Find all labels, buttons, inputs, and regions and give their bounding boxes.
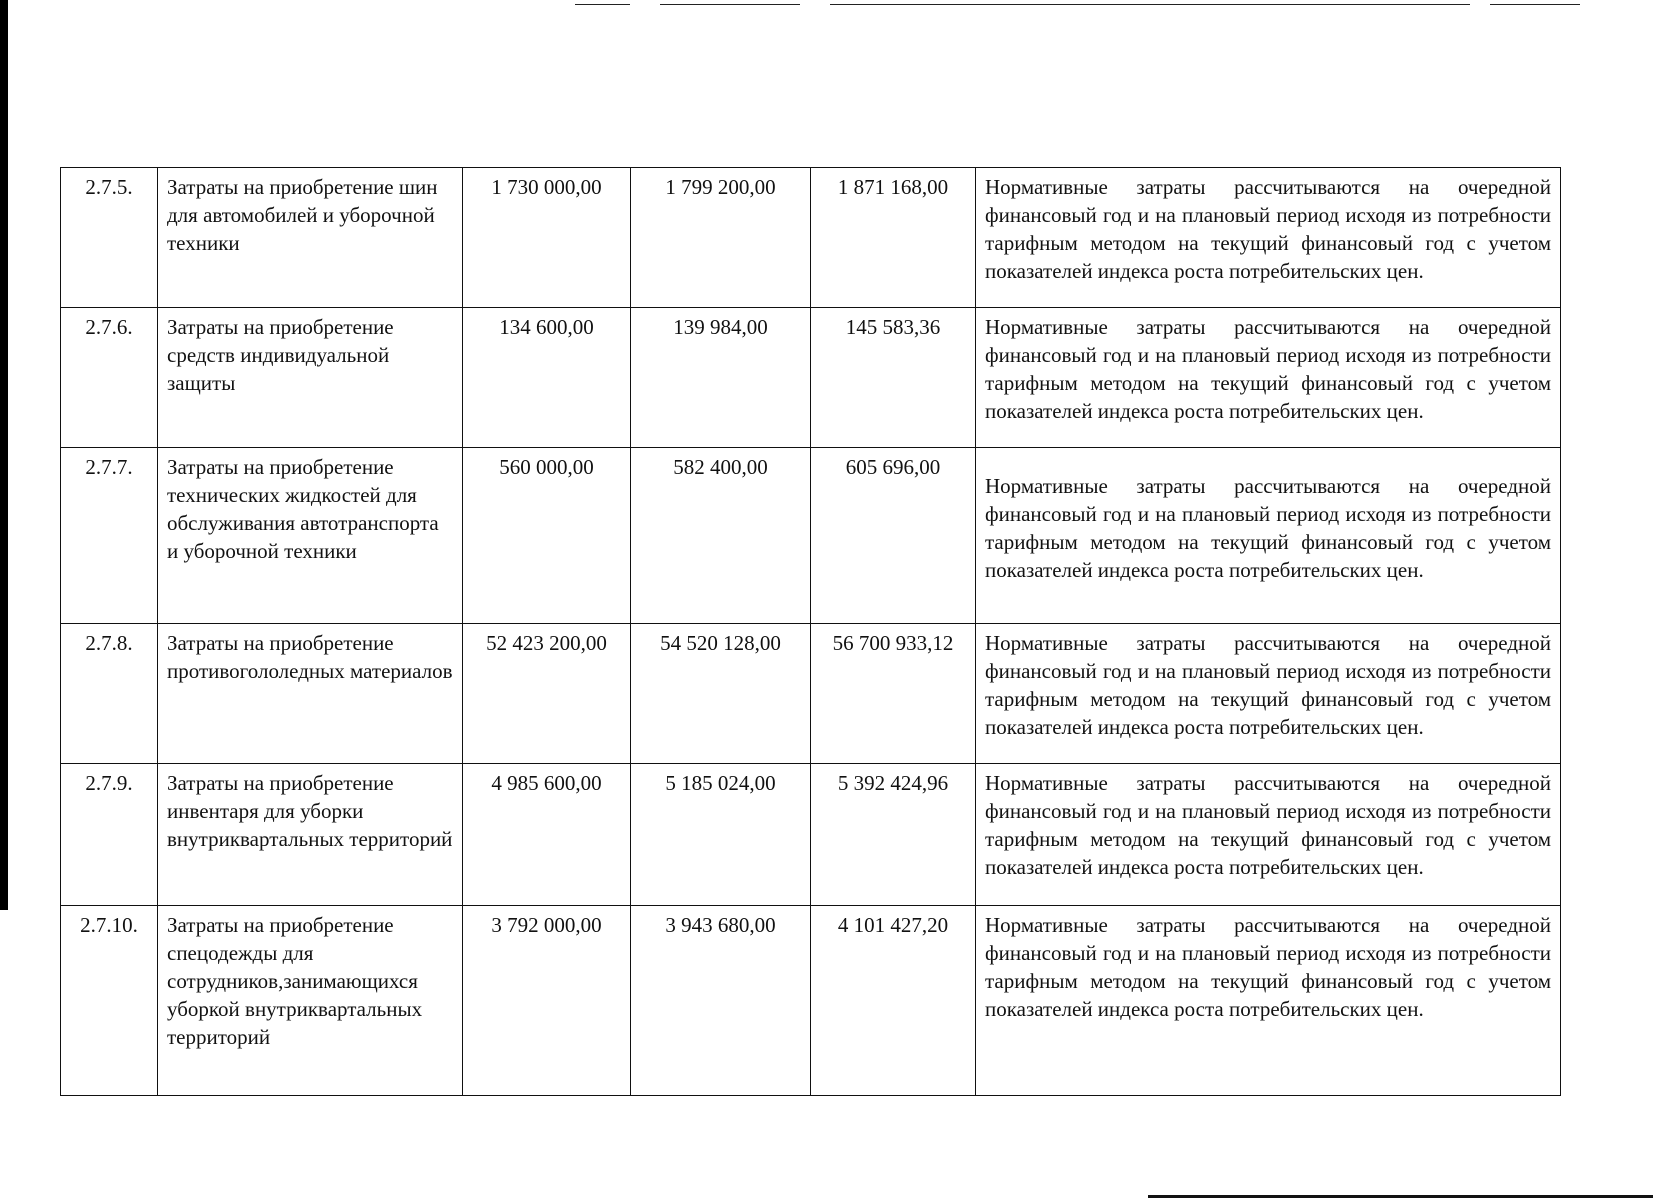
row-number: 2.7.5. xyxy=(61,168,158,308)
amount-year-1: 52 423 200,00 xyxy=(463,624,631,764)
table-row xyxy=(61,764,1561,906)
row-number: 2.7.10. xyxy=(61,906,158,1096)
amount-year-3: 4 101 427,20 xyxy=(811,906,976,1096)
amount-year-1: 560 000,00 xyxy=(463,448,631,624)
cost-item-name: Затраты на приобретение инвентаря для уборки внутриквартальных территорий xyxy=(158,764,463,906)
cost-item-name: Затраты на приобретение средств индивидуальной защиты xyxy=(158,308,463,448)
cost-item-name: Затраты на приобретение спецодежды для сотрудников,занимающихся уборкой внутриквартальных территорий xyxy=(158,906,463,1096)
cost-table xyxy=(60,167,1561,1096)
table-row xyxy=(61,448,1561,624)
amount-year-2: 5 185 024,00 xyxy=(631,764,811,906)
scan-mark-top xyxy=(660,4,800,5)
calculation-method: Нормативные затраты рассчитываются на очередной финансовый год и на плановый период исходя из потребности тарифным методом на текущий финансовый год с учетом показателей индекса роста потребительских цен. xyxy=(976,448,1561,624)
scan-mark-top xyxy=(1490,4,1580,5)
calculation-method: Нормативные затраты рассчитываются на очередной финансовый год и на плановый период исходя из потребности тарифным методом на текущий финансовый год с учетом показателей индекса роста потребительских цен. xyxy=(976,168,1561,308)
amount-year-3: 605 696,00 xyxy=(811,448,976,624)
amount-year-2: 3 943 680,00 xyxy=(631,906,811,1096)
cost-item-name: Затраты на приобретение противогололедных материалов xyxy=(158,624,463,764)
calculation-method: Нормативные затраты рассчитываются на очередной финансовый год и на плановый период исходя из потребности тарифным методом на текущий финансовый год с учетом показателей индекса роста потребительских цен. xyxy=(976,764,1561,906)
cost-item-name: Затраты на приобретение технических жидкостей для обслуживания автотранспорта и уборочной техники xyxy=(158,448,463,624)
amount-year-3: 145 583,36 xyxy=(811,308,976,448)
table-row xyxy=(61,624,1561,764)
amount-year-2: 582 400,00 xyxy=(631,448,811,624)
calculation-method: Нормативные затраты рассчитываются на очередной финансовый год и на плановый период исходя из потребности тарифным методом на текущий финансовый год с учетом показателей индекса роста потребительских цен. xyxy=(976,624,1561,764)
calculation-method: Нормативные затраты рассчитываются на очередной финансовый год и на плановый период исходя из потребности тарифным методом на текущий финансовый год с учетом показателей индекса роста потребительских цен. xyxy=(976,906,1561,1096)
row-number: 2.7.7. xyxy=(61,448,158,624)
scan-mark-top xyxy=(830,4,1470,5)
cost-item-name: Затраты на приобретение шин для автомобилей и уборочной техники xyxy=(158,168,463,308)
amount-year-2: 1 799 200,00 xyxy=(631,168,811,308)
table-row xyxy=(61,906,1561,1096)
amount-year-1: 3 792 000,00 xyxy=(463,906,631,1096)
row-number: 2.7.6. xyxy=(61,308,158,448)
scan-mark-top xyxy=(575,4,630,5)
amount-year-1: 1 730 000,00 xyxy=(463,168,631,308)
scan-border-left xyxy=(0,0,8,910)
row-number: 2.7.8. xyxy=(61,624,158,764)
row-number: 2.7.9. xyxy=(61,764,158,906)
amount-year-2: 54 520 128,00 xyxy=(631,624,811,764)
amount-year-2: 139 984,00 xyxy=(631,308,811,448)
amount-year-3: 5 392 424,96 xyxy=(811,764,976,906)
table-row xyxy=(61,168,1561,308)
amount-year-3: 56 700 933,12 xyxy=(811,624,976,764)
table-row xyxy=(61,308,1561,448)
amount-year-3: 1 871 168,00 xyxy=(811,168,976,308)
scan-mark-bottom xyxy=(1148,1195,1653,1198)
amount-year-1: 4 985 600,00 xyxy=(463,764,631,906)
calculation-method: Нормативные затраты рассчитываются на очередной финансовый год и на плановый период исходя из потребности тарифным методом на текущий финансовый год с учетом показателей индекса роста потребительских цен. xyxy=(976,308,1561,448)
amount-year-1: 134 600,00 xyxy=(463,308,631,448)
